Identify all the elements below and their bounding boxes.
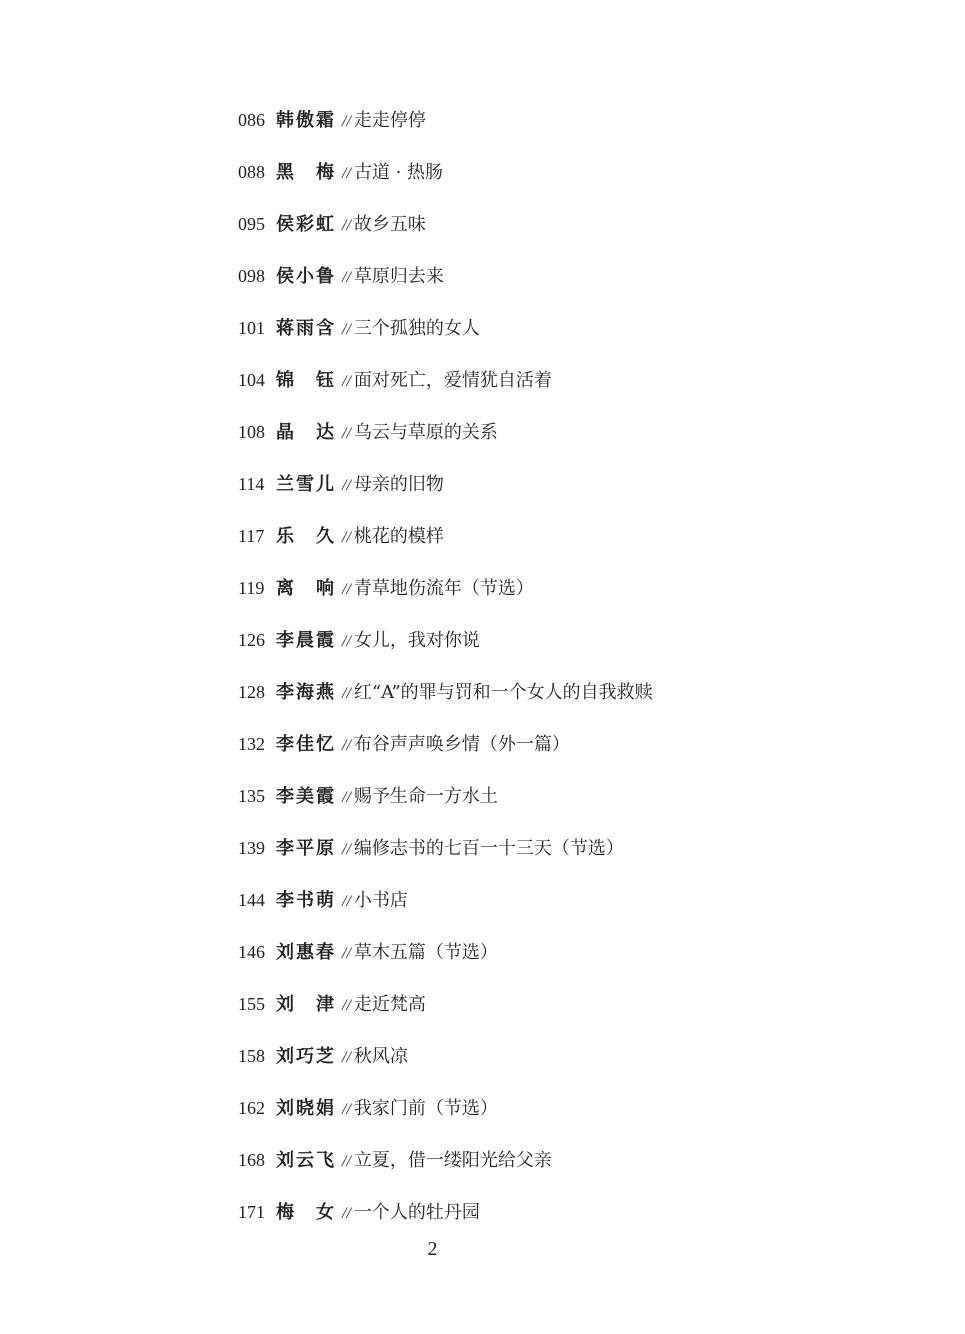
toc-author: 李美霞 [276, 786, 334, 807]
toc-author: 侯小鲁 [276, 266, 334, 287]
toc-author: 李平原 [276, 838, 334, 859]
toc-page-number: 119 [238, 578, 265, 598]
toc-page-number: 171 [238, 1202, 265, 1222]
toc-title: 故乡五味 [353, 214, 426, 235]
toc-title: 编修志书的七百一十三天（节选） [353, 838, 624, 859]
toc-title: 走近梵高 [353, 994, 426, 1015]
toc-page-number: 168 [238, 1150, 265, 1170]
toc-author: 刘云飞 [276, 1150, 334, 1171]
toc-title: 乌云与草原的关系 [353, 422, 498, 443]
toc-page-number: 088 [238, 162, 265, 182]
toc-separator: // [342, 477, 351, 494]
toc-title: 红“A”的罪与罚和一个女人的自我救赎 [353, 682, 653, 703]
toc-separator: // [342, 685, 351, 702]
toc-author: 刘晓娟 [276, 1098, 334, 1119]
toc-separator: // [342, 1101, 351, 1118]
toc-author: 离响 [276, 578, 334, 599]
toc-author: 刘巧芝 [276, 1046, 334, 1067]
toc-separator: // [342, 217, 351, 234]
toc-separator: // [342, 321, 351, 338]
toc-entry [238, 1144, 938, 1196]
toc-separator: // [342, 893, 351, 910]
toc-separator: // [342, 1205, 351, 1222]
toc-separator: // [342, 997, 351, 1014]
toc-author: 刘津 [276, 994, 334, 1015]
toc-title: 青草地伤流年（节选） [353, 578, 534, 599]
toc-entry [238, 884, 938, 936]
toc-separator: // [342, 737, 351, 754]
toc-page-number: 086 [238, 110, 265, 130]
toc-entry [238, 1092, 938, 1144]
toc-author: 刘惠春 [276, 942, 334, 963]
toc-author: 锦钰 [276, 370, 334, 391]
toc-separator: // [342, 113, 351, 130]
toc-page-number: 144 [238, 890, 265, 910]
toc-title: 草原归去来 [353, 266, 444, 287]
toc-entry [238, 572, 938, 624]
toc-title: 面对死亡，爱情犹自活着 [353, 370, 552, 391]
toc-page-number: 114 [238, 474, 265, 494]
toc-entry [238, 364, 938, 416]
toc-separator: // [342, 945, 351, 962]
toc-entry [238, 624, 938, 676]
toc-page-number: 095 [238, 214, 265, 234]
toc-page-number: 128 [238, 682, 265, 702]
toc-title: 我家门前（节选） [353, 1098, 498, 1119]
toc-entry [238, 988, 938, 1040]
toc-entry [238, 1040, 938, 1092]
toc-separator: // [342, 633, 351, 650]
toc-author: 韩傲霜 [276, 110, 334, 131]
toc-author: 李海燕 [276, 682, 334, 703]
toc-entry [238, 312, 938, 364]
toc-author: 黑梅 [276, 162, 334, 183]
toc-separator: // [342, 1153, 351, 1170]
toc-title: 母亲的旧物 [353, 474, 444, 495]
toc-entry [238, 676, 938, 728]
toc-separator: // [342, 425, 351, 442]
toc-separator: // [342, 373, 351, 390]
toc-title: 古道 · 热肠 [353, 162, 444, 183]
toc-author: 兰雪儿 [276, 474, 334, 495]
toc-title: 立夏，借一缕阳光给父亲 [353, 1150, 552, 1171]
toc-entry [238, 104, 938, 156]
toc-separator: // [342, 165, 351, 182]
toc-separator: // [342, 269, 351, 286]
toc-entry [238, 936, 938, 988]
toc-separator: // [342, 789, 351, 806]
toc-title: 桃花的模样 [353, 526, 444, 547]
toc-entry [238, 416, 938, 468]
toc-title: 走走停停 [353, 110, 426, 131]
toc-page-number: 098 [238, 266, 265, 286]
table-of-contents [238, 104, 938, 1248]
toc-title: 女儿，我对你说 [353, 630, 480, 651]
toc-author: 晶达 [276, 422, 334, 443]
toc-page-number: 146 [238, 942, 265, 962]
toc-separator: // [342, 1049, 351, 1066]
toc-page-number: 108 [238, 422, 265, 442]
toc-title: 小书店 [353, 890, 408, 911]
toc-separator: // [342, 529, 351, 546]
toc-page-number: 139 [238, 838, 265, 858]
toc-page-number: 158 [238, 1046, 265, 1066]
toc-title: 秋风凉 [353, 1046, 408, 1067]
toc-entry [238, 208, 938, 260]
toc-page-number: 132 [238, 734, 265, 754]
toc-page-number: 135 [238, 786, 265, 806]
toc-entry [238, 260, 938, 312]
toc-page-number: 117 [238, 526, 265, 546]
toc-entry [238, 468, 938, 520]
toc-entry [238, 832, 938, 884]
toc-page-number: 155 [238, 994, 265, 1014]
page-number: 2 [427, 1238, 438, 1260]
toc-author: 乐久 [276, 526, 334, 547]
toc-page-number: 104 [238, 370, 265, 390]
toc-separator: // [342, 581, 351, 598]
toc-author: 蒋雨含 [276, 318, 334, 339]
toc-entry [238, 728, 938, 780]
toc-page-number: 126 [238, 630, 265, 650]
toc-title: 赐予生命一方水土 [353, 786, 498, 807]
toc-entry [238, 780, 938, 832]
toc-separator: // [342, 841, 351, 858]
toc-entry [238, 156, 938, 208]
toc-author: 侯彩虹 [276, 214, 334, 235]
toc-title: 一个人的牡丹园 [353, 1202, 480, 1223]
toc-author: 李书萌 [276, 890, 334, 911]
toc-author: 李晨霞 [276, 630, 334, 651]
toc-title: 布谷声声唤乡情（外一篇） [353, 734, 570, 755]
toc-title: 三个孤独的女人 [353, 318, 480, 339]
toc-page-number: 162 [238, 1098, 265, 1118]
toc-author: 李佳忆 [276, 734, 334, 755]
toc-title: 草木五篇（节选） [353, 942, 498, 963]
toc-page-number: 101 [238, 318, 265, 338]
toc-author: 梅女 [276, 1202, 334, 1223]
toc-entry [238, 520, 938, 572]
